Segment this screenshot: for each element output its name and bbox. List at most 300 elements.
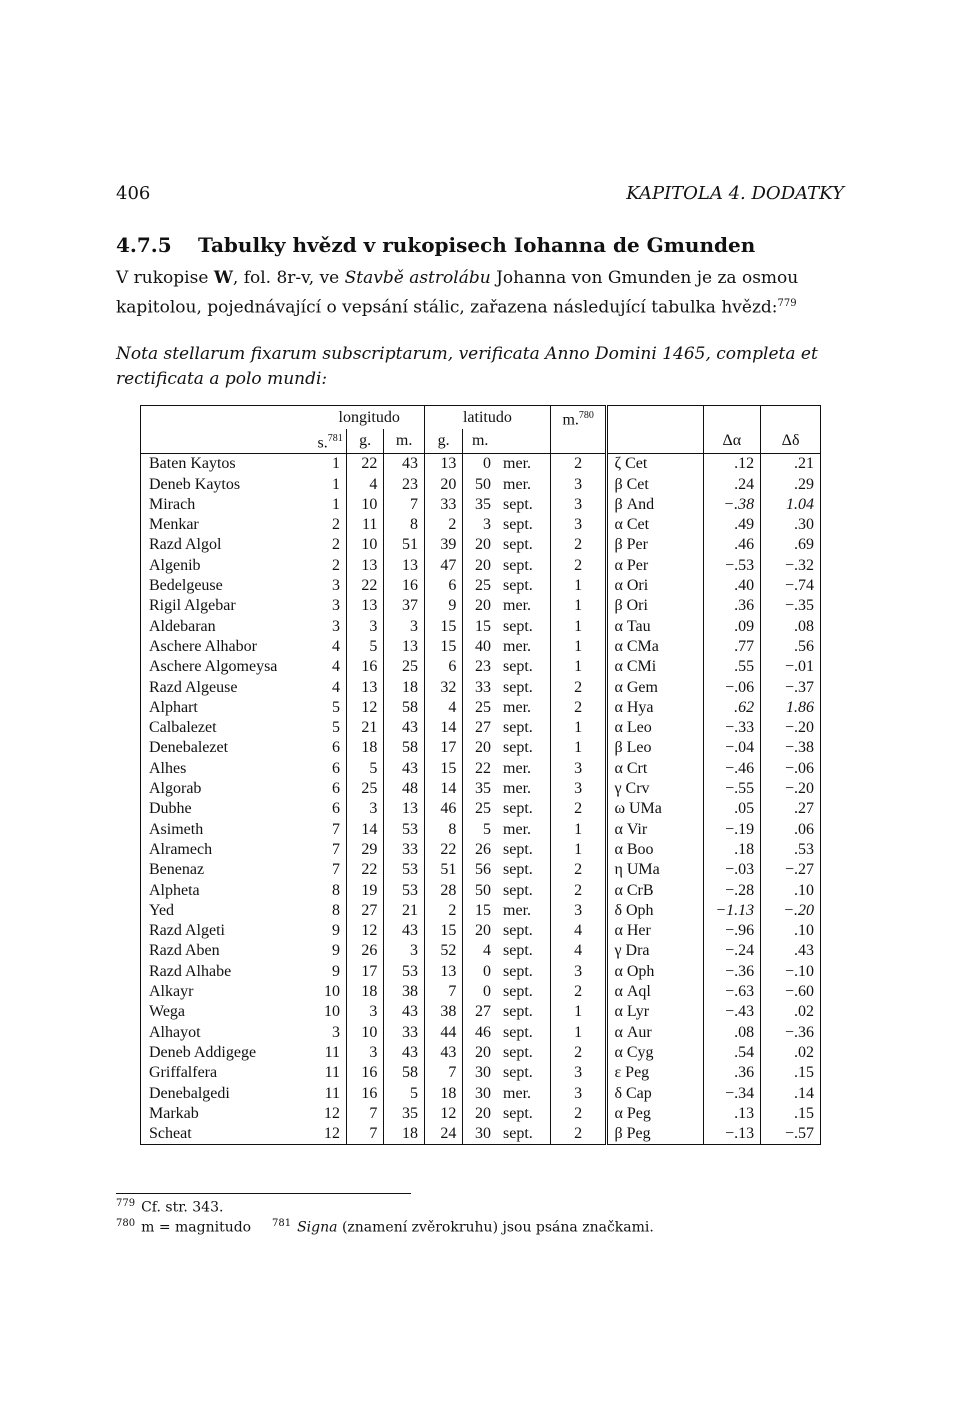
cell-da: −.46 bbox=[703, 758, 761, 778]
cell-mag: 3 bbox=[550, 961, 607, 981]
cell-m: 51 bbox=[384, 535, 425, 555]
cell-name: Asimeth bbox=[149, 820, 204, 838]
cell-m: 3 bbox=[384, 941, 425, 961]
long-deg-header: g. bbox=[347, 429, 384, 453]
cell-m: 37 bbox=[384, 596, 425, 616]
cell-g: 3 bbox=[347, 616, 384, 636]
cell-g: 12 bbox=[347, 920, 384, 940]
cell-s: 10 bbox=[324, 983, 340, 1001]
cell-dd: .69 bbox=[761, 535, 821, 555]
cell-name: Dubhe bbox=[149, 800, 192, 818]
cell-g: 13 bbox=[347, 555, 384, 575]
cell-mag: 2 bbox=[550, 1103, 607, 1123]
running-head: KAPITOLA 4. DODATKY bbox=[626, 183, 844, 204]
cell-lg: 13 bbox=[424, 961, 462, 981]
section-title: Tabulky hvězd v rukopisech Iohanna de Gmunden bbox=[198, 233, 756, 257]
table-row bbox=[141, 1123, 821, 1144]
cell-mag: 1 bbox=[550, 1022, 607, 1042]
cell-da: −.53 bbox=[703, 555, 761, 575]
cell-lm: 0 bbox=[463, 453, 497, 474]
cell-dir: sept. bbox=[503, 840, 533, 858]
cell-g: 25 bbox=[347, 778, 384, 798]
cell-mag: 1 bbox=[550, 1002, 607, 1022]
table-row bbox=[141, 453, 821, 474]
cell-name: Wega bbox=[149, 1003, 186, 1021]
longitudo-header: longitudo bbox=[338, 409, 400, 427]
cell-mag: 4 bbox=[550, 920, 607, 940]
cell-dd: −.57 bbox=[761, 1123, 821, 1144]
cell-dd: −.10 bbox=[761, 961, 821, 981]
cell-dd: −.37 bbox=[761, 677, 821, 697]
cell-id: α Her bbox=[607, 920, 703, 940]
cell-g: 16 bbox=[347, 1063, 384, 1083]
table-row bbox=[141, 575, 821, 595]
cell-id: β Ori bbox=[607, 596, 703, 616]
table-row bbox=[141, 596, 821, 616]
cell-id: α Tau bbox=[607, 616, 703, 636]
cell-lg: 7 bbox=[424, 981, 462, 1001]
cell-id: α CrB bbox=[607, 880, 703, 900]
cell-g: 17 bbox=[347, 961, 384, 981]
cell-lg: 2 bbox=[424, 900, 462, 920]
cell-m: 33 bbox=[384, 1022, 425, 1042]
cell-m: 13 bbox=[384, 799, 425, 819]
cell-dir: sept. bbox=[503, 942, 533, 960]
long-min-header: m. bbox=[384, 429, 425, 453]
cell-da: −.34 bbox=[703, 1083, 761, 1103]
cell-dd: −.20 bbox=[761, 900, 821, 920]
cell-mag: 2 bbox=[550, 555, 607, 575]
footnote-rule bbox=[116, 1193, 411, 1194]
cell-g: 7 bbox=[347, 1103, 384, 1123]
cell-m: 53 bbox=[384, 819, 425, 839]
cell-lm: 22 bbox=[463, 758, 497, 778]
cell-lg: 24 bbox=[424, 1123, 462, 1144]
cell-mag: 2 bbox=[550, 697, 607, 717]
cell-id: α Cet bbox=[607, 515, 703, 535]
cell-mag: 4 bbox=[550, 941, 607, 961]
cell-s: 5 bbox=[332, 698, 340, 716]
cell-da: .40 bbox=[703, 575, 761, 595]
cell-s: 9 bbox=[332, 942, 340, 960]
cell-da: .46 bbox=[703, 535, 761, 555]
footnote-italic: Signa bbox=[297, 1219, 338, 1236]
cell-da: .08 bbox=[703, 1022, 761, 1042]
cell-s: 6 bbox=[332, 739, 340, 757]
cell-dd: .02 bbox=[761, 1002, 821, 1022]
cell-mag: 3 bbox=[550, 474, 607, 494]
cell-id: α Lyr bbox=[607, 1002, 703, 1022]
cell-lm: 20 bbox=[463, 555, 497, 575]
latin-heading: Nota stellarum fixarum subscriptarum, verificata Anno Domini 1465, completa et rectificata a polo mundi: bbox=[116, 344, 818, 389]
cell-s: 1 bbox=[332, 495, 340, 513]
cell-da: .05 bbox=[703, 799, 761, 819]
cell-id: α Aur bbox=[607, 1022, 703, 1042]
cell-da: −.36 bbox=[703, 961, 761, 981]
cell-mag: 2 bbox=[550, 1123, 607, 1144]
cell-da: .77 bbox=[703, 636, 761, 656]
table-row bbox=[141, 1042, 821, 1062]
cell-dir: sept. bbox=[503, 922, 533, 940]
cell-lg: 15 bbox=[424, 920, 462, 940]
table-row bbox=[141, 535, 821, 555]
footnote-ref[interactable]: 780 bbox=[578, 410, 594, 421]
table-row bbox=[141, 738, 821, 758]
table-row bbox=[141, 880, 821, 900]
cell-s: 4 bbox=[332, 637, 340, 655]
cell-dd: .53 bbox=[761, 839, 821, 859]
cell-lm: 5 bbox=[463, 819, 497, 839]
cell-id: β Cet bbox=[607, 474, 703, 494]
cell-g: 10 bbox=[347, 535, 384, 555]
cell-da: −.03 bbox=[703, 860, 761, 880]
table-row bbox=[141, 474, 821, 494]
footnote-781 bbox=[272, 1218, 654, 1236]
cell-lm: 46 bbox=[463, 1022, 497, 1042]
cell-lm: 25 bbox=[463, 799, 497, 819]
cell-lm: 20 bbox=[463, 920, 497, 940]
intro-text-1: V rukopise bbox=[116, 268, 214, 288]
table-row bbox=[141, 657, 821, 677]
table-row bbox=[141, 677, 821, 697]
cell-lg: 39 bbox=[424, 535, 462, 555]
table-row bbox=[141, 941, 821, 961]
cell-m: 43 bbox=[384, 920, 425, 940]
cell-g: 13 bbox=[347, 677, 384, 697]
cell-m: 18 bbox=[384, 677, 425, 697]
footnote-number: 779 bbox=[116, 1198, 136, 1209]
cell-id: α Aql bbox=[607, 981, 703, 1001]
cell-name: Scheat bbox=[149, 1125, 192, 1143]
cell-name: Razd Alhabe bbox=[149, 962, 232, 980]
cell-id: β And bbox=[607, 494, 703, 514]
cell-da: .62 bbox=[703, 697, 761, 717]
footnote-text: m = magnitudo bbox=[141, 1219, 252, 1236]
cell-id: α Ori bbox=[607, 575, 703, 595]
cell-s: 11 bbox=[324, 1064, 340, 1082]
cell-dir: sept. bbox=[503, 1043, 533, 1061]
cell-dd: .06 bbox=[761, 819, 821, 839]
cell-lm: 27 bbox=[463, 1002, 497, 1022]
cell-mag: 1 bbox=[550, 718, 607, 738]
cell-dd: .14 bbox=[761, 1083, 821, 1103]
cell-g: 5 bbox=[347, 758, 384, 778]
cell-lg: 32 bbox=[424, 677, 462, 697]
cell-dd: −.60 bbox=[761, 981, 821, 1001]
cell-lg: 22 bbox=[424, 839, 462, 859]
cell-name: Razd Algeti bbox=[149, 922, 225, 940]
cell-m: 7 bbox=[384, 494, 425, 514]
cell-m: 16 bbox=[384, 575, 425, 595]
star-table bbox=[140, 405, 821, 1145]
signum-header bbox=[314, 429, 346, 453]
cell-g: 3 bbox=[347, 799, 384, 819]
cell-da: −.43 bbox=[703, 1002, 761, 1022]
cell-name: Aschere Alhabor bbox=[149, 637, 257, 655]
cell-lg: 6 bbox=[424, 575, 462, 595]
cell-m: 21 bbox=[384, 900, 425, 920]
cell-g: 3 bbox=[347, 1042, 384, 1062]
cell-dd: 1.86 bbox=[761, 697, 821, 717]
footnote-ref[interactable]: 779 bbox=[777, 298, 797, 309]
cell-lg: 9 bbox=[424, 596, 462, 616]
cell-lm: 20 bbox=[463, 596, 497, 616]
cell-name: Yed bbox=[149, 901, 175, 919]
table-row bbox=[141, 819, 821, 839]
magnitude-header-text: m. bbox=[562, 411, 579, 429]
cell-lm: 20 bbox=[463, 738, 497, 758]
cell-m: 43 bbox=[384, 718, 425, 738]
cell-dir: sept. bbox=[503, 556, 533, 574]
cell-mag: 1 bbox=[550, 839, 607, 859]
cell-mag: 3 bbox=[550, 1083, 607, 1103]
cell-mag: 2 bbox=[550, 799, 607, 819]
cell-s: 3 bbox=[332, 597, 340, 615]
cell-m: 53 bbox=[384, 961, 425, 981]
cell-dir: sept. bbox=[503, 800, 533, 818]
cell-dir: mer. bbox=[503, 1084, 532, 1102]
cell-id: δ Oph bbox=[607, 900, 703, 920]
cell-dir: sept. bbox=[503, 536, 533, 554]
cell-name: Alhes bbox=[149, 759, 187, 777]
cell-m: 53 bbox=[384, 860, 425, 880]
cell-dd: 1.04 bbox=[761, 494, 821, 514]
table-row bbox=[141, 636, 821, 656]
cell-dd: −.36 bbox=[761, 1022, 821, 1042]
cell-dd: .27 bbox=[761, 799, 821, 819]
cell-id: α Vir bbox=[607, 819, 703, 839]
cell-dir: sept. bbox=[503, 739, 533, 757]
cell-name: Benenaz bbox=[149, 861, 205, 879]
cell-name: Razd Aben bbox=[149, 942, 220, 960]
cell-dd: −.32 bbox=[761, 555, 821, 575]
cell-da: −1.13 bbox=[703, 900, 761, 920]
cell-id: α Boo bbox=[607, 839, 703, 859]
table-row bbox=[141, 981, 821, 1001]
cell-dd: .43 bbox=[761, 941, 821, 961]
latitudo-header: latitudo bbox=[424, 406, 550, 430]
cell-lm: 27 bbox=[463, 718, 497, 738]
cell-lm: 0 bbox=[463, 961, 497, 981]
cell-lm: 56 bbox=[463, 860, 497, 880]
table-row bbox=[141, 961, 821, 981]
cell-s: 8 bbox=[332, 901, 340, 919]
cell-g: 18 bbox=[347, 981, 384, 1001]
cell-m: 48 bbox=[384, 778, 425, 798]
cell-lm: 35 bbox=[463, 778, 497, 798]
cell-id: β Peg bbox=[607, 1123, 703, 1144]
cell-lg: 7 bbox=[424, 1063, 462, 1083]
cell-g: 12 bbox=[347, 697, 384, 717]
cell-id: β Per bbox=[607, 535, 703, 555]
table-row bbox=[141, 900, 821, 920]
cell-id: α Gem bbox=[607, 677, 703, 697]
cell-mag: 2 bbox=[550, 1042, 607, 1062]
cell-dir: mer. bbox=[503, 475, 532, 493]
cell-name: Alhayot bbox=[149, 1023, 201, 1041]
cell-lg: 15 bbox=[424, 758, 462, 778]
cell-id: α Per bbox=[607, 555, 703, 575]
cell-lg: 47 bbox=[424, 555, 462, 575]
table-row bbox=[141, 1002, 821, 1022]
cell-dir: sept. bbox=[503, 617, 533, 635]
cell-name: Denebalezet bbox=[149, 739, 229, 757]
cell-mag: 2 bbox=[550, 981, 607, 1001]
cell-s: 2 bbox=[332, 516, 340, 534]
cell-dd: .56 bbox=[761, 636, 821, 656]
cell-s: 7 bbox=[332, 820, 340, 838]
table-row bbox=[141, 1083, 821, 1103]
cell-dir: mer. bbox=[503, 698, 532, 716]
cell-mag: 3 bbox=[550, 900, 607, 920]
cell-id: β Leo bbox=[607, 738, 703, 758]
cell-id: ε Peg bbox=[607, 1063, 703, 1083]
cell-g: 14 bbox=[347, 819, 384, 839]
cell-dir: sept. bbox=[503, 1023, 533, 1041]
cell-id: γ Dra bbox=[607, 941, 703, 961]
cell-da: −.04 bbox=[703, 738, 761, 758]
cell-name: Alkayr bbox=[149, 983, 194, 1001]
cell-s: 12 bbox=[324, 1125, 340, 1143]
cell-name: Aldebaran bbox=[149, 617, 216, 635]
table-row bbox=[141, 799, 821, 819]
cell-m: 43 bbox=[384, 758, 425, 778]
cell-dir: sept. bbox=[503, 1064, 533, 1082]
cell-lm: 15 bbox=[463, 900, 497, 920]
cell-m: 5 bbox=[384, 1083, 425, 1103]
cell-dir: mer. bbox=[503, 455, 532, 473]
cell-m: 18 bbox=[384, 1123, 425, 1144]
cell-g: 16 bbox=[347, 657, 384, 677]
cell-s: 2 bbox=[332, 536, 340, 554]
table-row bbox=[141, 555, 821, 575]
intro-text-3: Johanna von Gmunden je za osmou kapitolou, pojednávající o vepsání stálic, zařazena následující tabulka hvězd: bbox=[116, 268, 799, 318]
cell-name: Mirach bbox=[149, 495, 196, 513]
cell-g: 4 bbox=[347, 474, 384, 494]
table-row bbox=[141, 697, 821, 717]
cell-lm: 23 bbox=[463, 657, 497, 677]
cell-id: ω UMa bbox=[607, 799, 703, 819]
cell-id: α Cyg bbox=[607, 1042, 703, 1062]
cell-da: −.63 bbox=[703, 981, 761, 1001]
cell-s: 3 bbox=[332, 1023, 340, 1041]
cell-id: α Oph bbox=[607, 961, 703, 981]
cell-dir: sept. bbox=[503, 962, 533, 980]
cell-name: Rigil Algebar bbox=[149, 597, 236, 615]
cell-lm: 0 bbox=[463, 981, 497, 1001]
cell-dir: mer. bbox=[503, 820, 532, 838]
cell-dir: sept. bbox=[503, 881, 533, 899]
cell-dir: sept. bbox=[503, 719, 533, 737]
cell-mag: 2 bbox=[550, 677, 607, 697]
table-row bbox=[141, 860, 821, 880]
table-row bbox=[141, 1022, 821, 1042]
cell-lm: 3 bbox=[463, 515, 497, 535]
cell-lg: 14 bbox=[424, 718, 462, 738]
cell-da: −.28 bbox=[703, 880, 761, 900]
cell-m: 8 bbox=[384, 515, 425, 535]
cell-name: Razd Algol bbox=[149, 536, 222, 554]
cell-dd: −.38 bbox=[761, 738, 821, 758]
cell-dir: mer. bbox=[503, 780, 532, 798]
footnote-ref[interactable]: 781 bbox=[327, 433, 343, 445]
cell-lg: 18 bbox=[424, 1083, 462, 1103]
cell-g: 22 bbox=[347, 860, 384, 880]
cell-dd: .15 bbox=[761, 1063, 821, 1083]
cell-name: Bedelgeuse bbox=[149, 577, 223, 595]
cell-mag: 3 bbox=[550, 758, 607, 778]
cell-name: Aschere Algomeysa bbox=[149, 658, 278, 676]
cell-lm: 30 bbox=[463, 1083, 497, 1103]
cell-da: .49 bbox=[703, 515, 761, 535]
cell-s: 5 bbox=[332, 719, 340, 737]
cell-da: −.96 bbox=[703, 920, 761, 940]
table-row bbox=[141, 718, 821, 738]
cell-lm: 25 bbox=[463, 575, 497, 595]
cell-dir: mer. bbox=[503, 759, 532, 777]
cell-lg: 15 bbox=[424, 636, 462, 656]
cell-lg: 20 bbox=[424, 474, 462, 494]
cell-s: 11 bbox=[324, 1084, 340, 1102]
footnote-number: 780 bbox=[116, 1218, 136, 1229]
cell-m: 3 bbox=[384, 616, 425, 636]
cell-lm: 35 bbox=[463, 494, 497, 514]
cell-s: 11 bbox=[324, 1043, 340, 1061]
cell-s: 7 bbox=[332, 861, 340, 879]
cell-mag: 3 bbox=[550, 494, 607, 514]
cell-g: 10 bbox=[347, 1022, 384, 1042]
cell-da: −.33 bbox=[703, 718, 761, 738]
cell-dir: sept. bbox=[503, 861, 533, 879]
cell-lg: 8 bbox=[424, 819, 462, 839]
page-number: 406 bbox=[116, 183, 151, 204]
cell-dd: −.20 bbox=[761, 718, 821, 738]
cell-lg: 6 bbox=[424, 657, 462, 677]
cell-mag: 2 bbox=[550, 880, 607, 900]
cell-m: 43 bbox=[384, 1042, 425, 1062]
cell-lm: 20 bbox=[463, 1042, 497, 1062]
table-row bbox=[141, 839, 821, 859]
cell-mag: 1 bbox=[550, 596, 607, 616]
table-row bbox=[141, 1063, 821, 1083]
cell-dir: sept. bbox=[503, 516, 533, 534]
cell-s: 3 bbox=[332, 577, 340, 595]
cell-name: Deneb Addigege bbox=[149, 1043, 257, 1061]
table-header-row-1 bbox=[141, 406, 821, 430]
delta-delta-header: Δδ bbox=[761, 429, 821, 453]
cell-m: 58 bbox=[384, 697, 425, 717]
section-heading bbox=[116, 233, 755, 257]
cell-g: 18 bbox=[347, 738, 384, 758]
cell-lg: 15 bbox=[424, 616, 462, 636]
cell-name: Baten Kaytos bbox=[149, 455, 236, 473]
cell-dd: −.06 bbox=[761, 758, 821, 778]
cell-lm: 33 bbox=[463, 677, 497, 697]
cell-da: .13 bbox=[703, 1103, 761, 1123]
cell-s: 6 bbox=[332, 780, 340, 798]
cell-mag: 1 bbox=[550, 738, 607, 758]
cell-lm: 15 bbox=[463, 616, 497, 636]
cell-m: 58 bbox=[384, 1063, 425, 1083]
cell-id: η UMa bbox=[607, 860, 703, 880]
cell-name: Alpheta bbox=[149, 881, 200, 899]
cell-g: 22 bbox=[347, 575, 384, 595]
cell-m: 35 bbox=[384, 1103, 425, 1123]
cell-lm: 20 bbox=[463, 1103, 497, 1123]
cell-s: 4 bbox=[332, 658, 340, 676]
manuscript-siglum: W bbox=[213, 268, 233, 288]
cell-mag: 3 bbox=[550, 1063, 607, 1083]
